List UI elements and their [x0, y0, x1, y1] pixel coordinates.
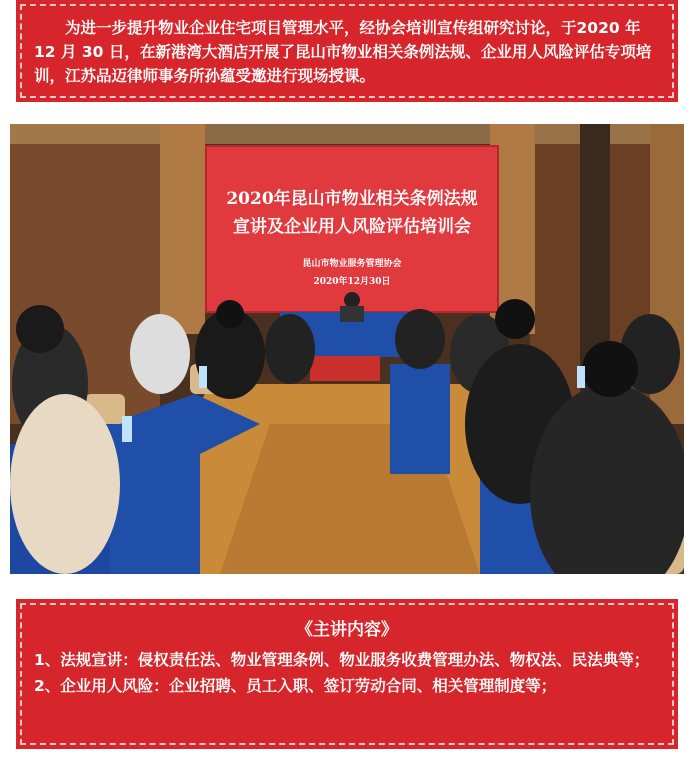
banner-org: 昆山市物业服务管理协会: [302, 259, 402, 269]
banner-line1: 2020年昆山市物业相关条例法规: [226, 189, 478, 209]
content-title: 《主讲内容》: [296, 620, 398, 640]
content-box: [16, 599, 678, 749]
intro-text: 为进一步提升物业企业住宅项目管理水平，经协会培训宣传组研究讨论，于2020 年 12 月 30 日，在新港湾大酒店开展了昆山市物业相关条例法规、企业用人风险评估专项培训，江苏品迈律师事务所孙蕴受邀进行现场授课。: [34, 19, 652, 85]
content-item-2: 2、企业用人风险：企业招聘、员工入职、签订劳动合同、相关管理制度等；: [34, 677, 557, 695]
content-item-1: 1、法规宣讲：侵权责任法、物业管理条例、物业服务收费管理办法、物权法、民法典等；: [34, 651, 650, 669]
training-photo: [10, 124, 684, 574]
intro-box: [16, 0, 678, 102]
banner-line2: 宣讲及企业用人风险评估培训会: [233, 217, 471, 237]
banner-date: 2020年12月30日: [313, 277, 391, 287]
